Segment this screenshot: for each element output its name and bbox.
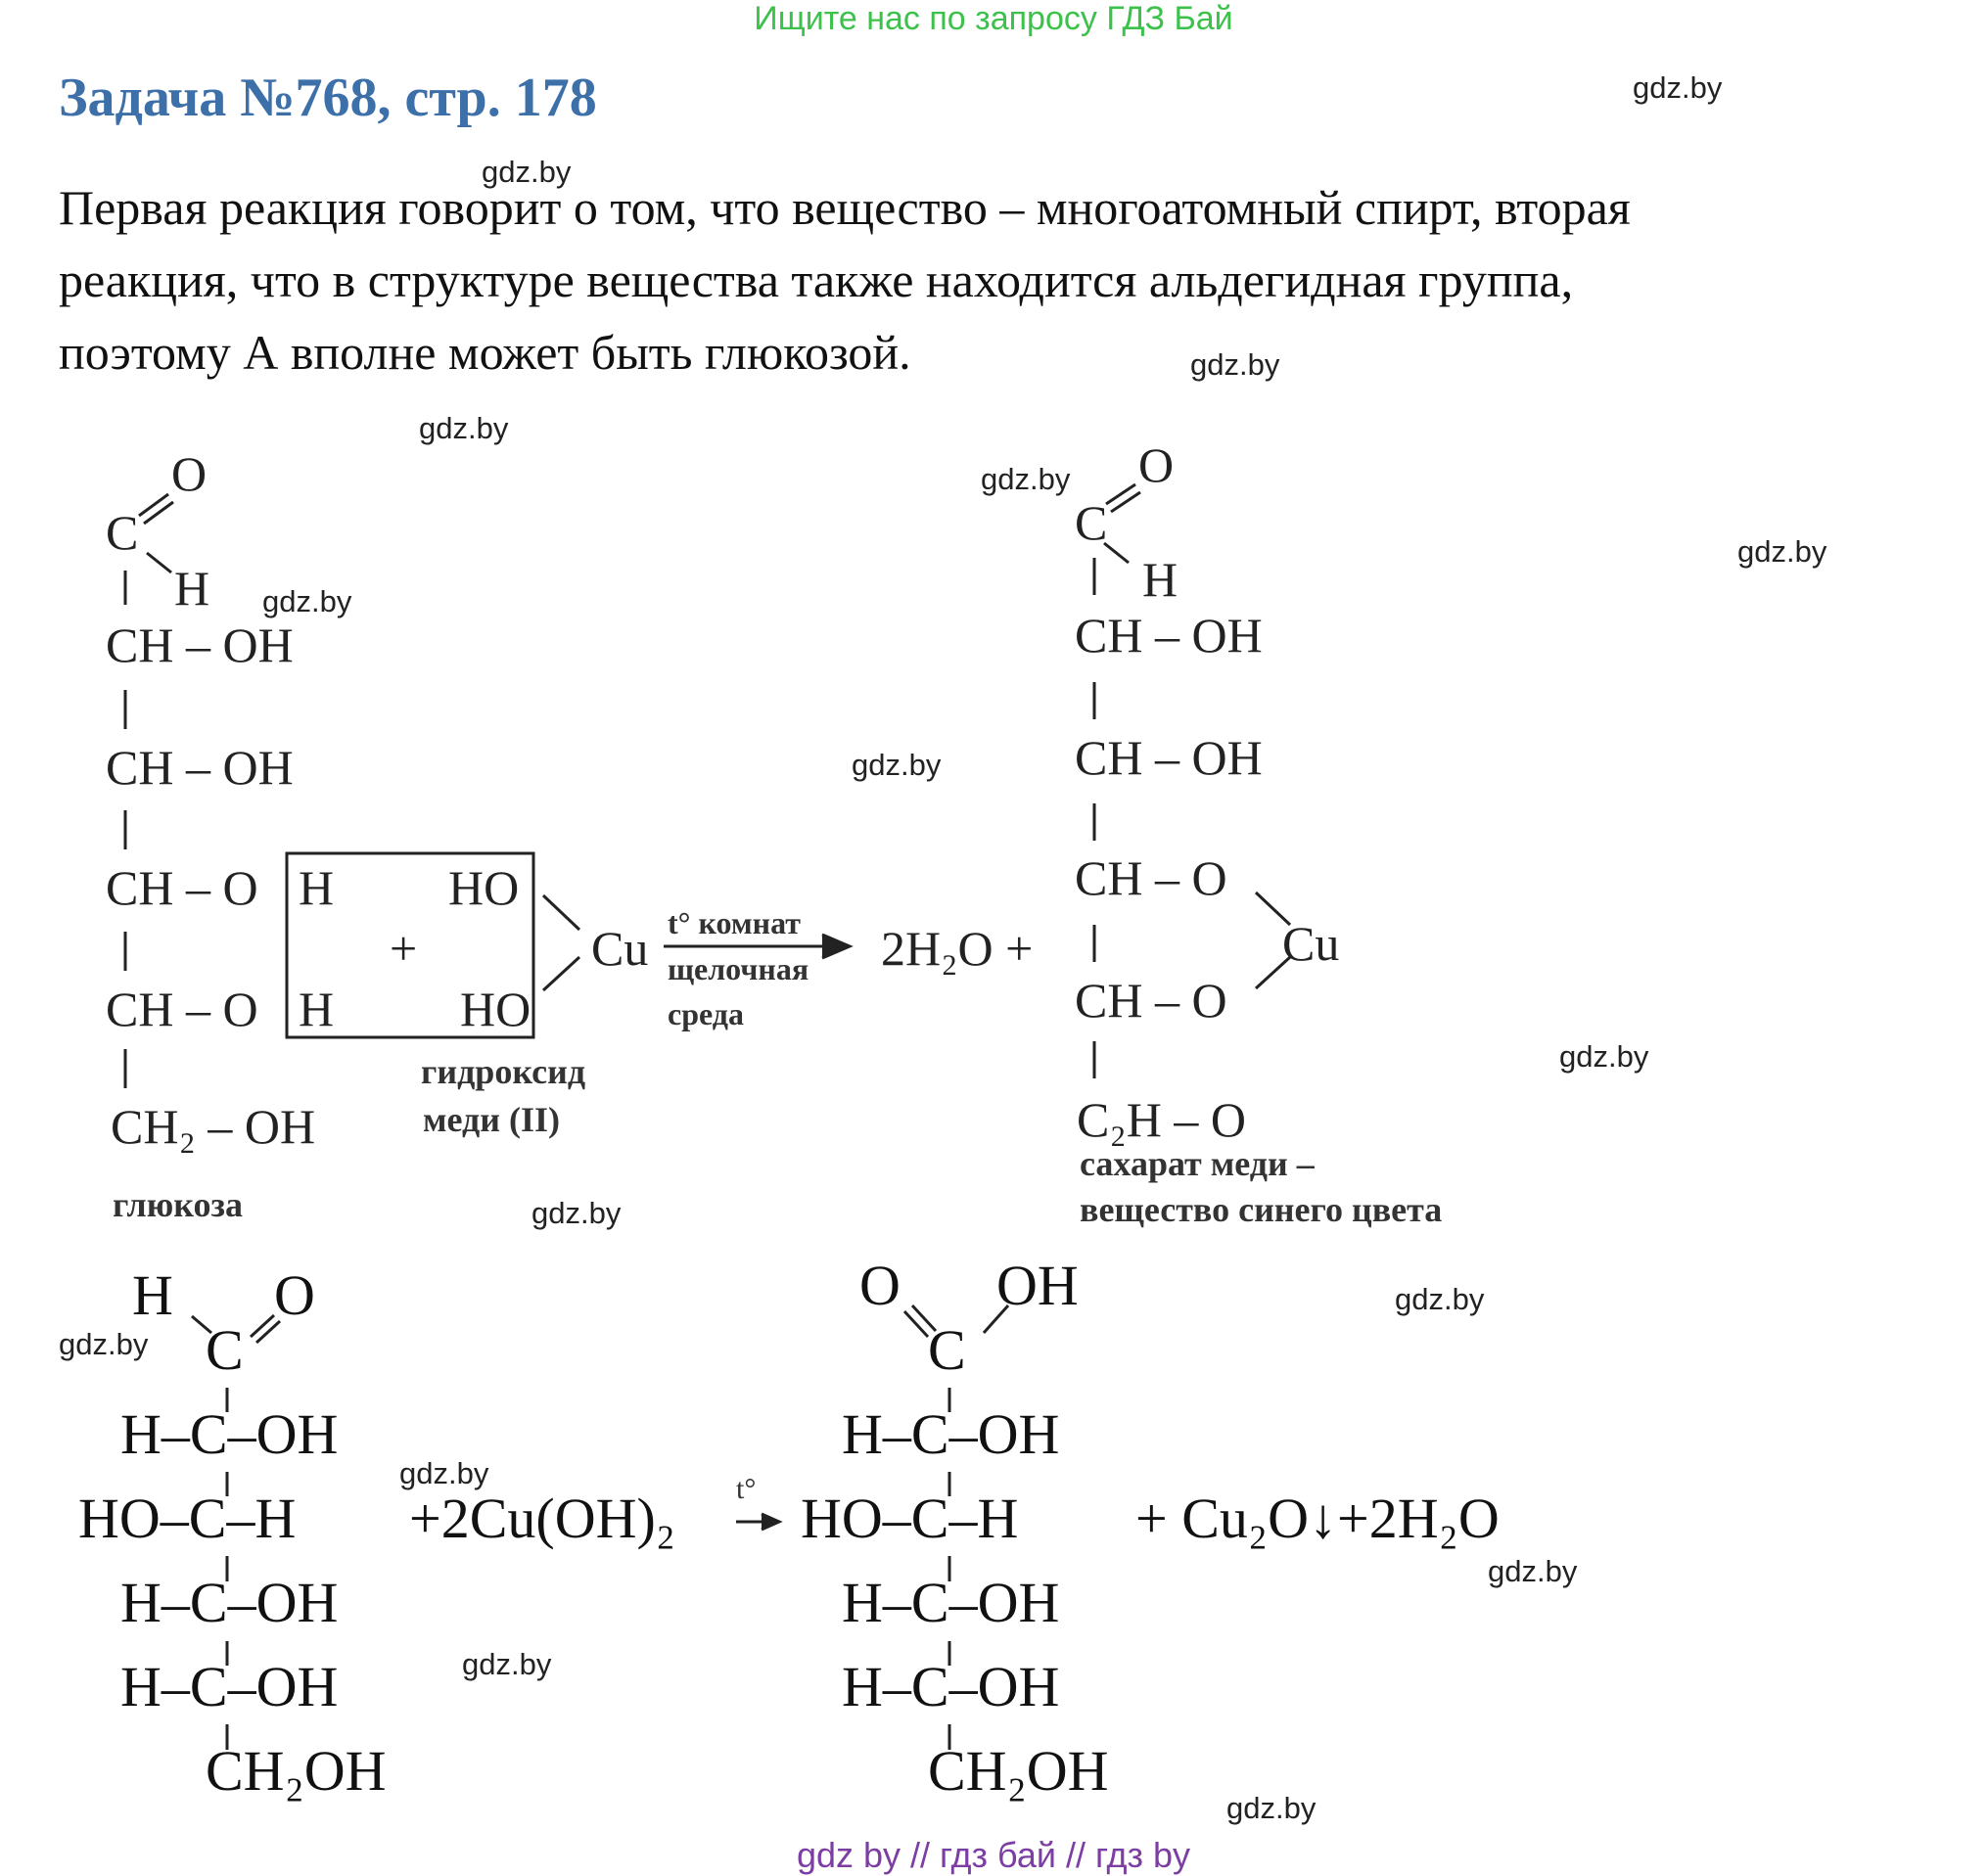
group-ch-oh: CH – OH (1075, 730, 1263, 785)
box-hydroxyl: HO (460, 982, 531, 1036)
atom-hydrogen: H (1142, 552, 1178, 607)
group-h-c-oh: H–C–OH (120, 1571, 339, 1634)
watermark: gdz.by (1395, 1282, 1485, 1316)
group-ch-o: CH – O (1075, 973, 1227, 1028)
group-ho-c-h: HO–C–H (801, 1487, 1019, 1550)
group-h-c-oh: H–C–OH (842, 1571, 1060, 1634)
atom-hydrogen: H (174, 561, 210, 616)
task-heading: Задача №768, стр. 178 (59, 68, 597, 128)
watermark: gdz.by (981, 462, 1071, 496)
atom-hydrogen: H (132, 1263, 173, 1327)
hydroxyl-group: OH (996, 1254, 1079, 1317)
group-h-c-oh: H–C–OH (120, 1402, 339, 1466)
watermark: gdz.by (482, 155, 572, 189)
reaction-condition: t° комнат (668, 905, 801, 940)
reaction-products: + Cu₂O↓+2H₂O (1135, 1487, 1500, 1550)
paragraph-line: поэтому А вполне может быть глюкозой. (59, 325, 911, 380)
group-ch-o: CH – O (1075, 850, 1227, 905)
top-banner: Ищите нас по запросу ГДЗ Бай (754, 0, 1233, 37)
group-ch-o: CH – O (106, 982, 258, 1036)
group-ch2oh: CH₂OH (206, 1739, 387, 1803)
watermark: gdz.by (1559, 1039, 1649, 1074)
atom-carbon: C (206, 1318, 244, 1382)
reagent-label: гидроксид (421, 1052, 586, 1091)
reaction-condition: t° (736, 1473, 757, 1505)
atom-carbon: C (1075, 495, 1108, 550)
group-ch-oh: CH – OH (106, 618, 294, 672)
watermark: gdz.by (531, 1196, 622, 1230)
group-ch-o: CH – O (106, 860, 258, 915)
group-ho-c-h: HO–C–H (78, 1487, 297, 1550)
group-h-c-oh: H–C–OH (120, 1655, 339, 1718)
reagent-copper-hydroxide: +2Cu(OH)₂ (409, 1487, 676, 1550)
box-hydrogen: H (299, 982, 335, 1036)
paragraph-line: Первая реакция говорит о том, что вещество – многоатомный спирт, вторая (59, 180, 1631, 235)
water-product: 2H₂O + (881, 921, 1034, 976)
box-plus: + (390, 921, 418, 976)
watermark: gdz.by (59, 1327, 149, 1361)
watermark: gdz.by (852, 748, 942, 782)
watermark: gdz.by (1737, 534, 1827, 569)
reaction-condition: среда (668, 996, 744, 1031)
atom-oxygen: O (859, 1254, 901, 1317)
watermark: gdz.by (399, 1456, 489, 1490)
glucose-label: глюкоза (113, 1185, 243, 1224)
group-ch-oh: CH – OH (106, 740, 294, 795)
reaction-condition: щелочная (668, 951, 809, 986)
watermark: gdz.by (1633, 70, 1723, 105)
reagent-label: меди (II) (423, 1100, 560, 1139)
copper-atom: Cu (1282, 916, 1340, 971)
group-h-c-oh: H–C–OH (842, 1655, 1060, 1718)
box-hydroxyl: HO (448, 860, 520, 915)
footer-links[interactable]: gdz by // гдз бай // гдз by (796, 1835, 1191, 1875)
group-h-c-oh: H–C–OH (842, 1402, 1060, 1466)
watermark: gdz.by (419, 411, 509, 445)
watermark: gdz.by (1190, 347, 1280, 382)
atom-oxygen: O (1138, 437, 1175, 492)
group-ch2oh: CH₂OH (928, 1739, 1109, 1803)
group-ch2-oh: CH₂ – OH (111, 1099, 316, 1154)
copper-atom: Cu (591, 921, 649, 976)
atom-carbon: C (928, 1318, 966, 1382)
watermark: gdz.by (462, 1647, 552, 1681)
watermark: gdz.by (1488, 1554, 1578, 1588)
product-label: вещество синего цвета (1080, 1190, 1443, 1229)
group-ch-oh: CH – OH (1075, 608, 1263, 663)
product-label: сахарат меди – (1080, 1144, 1315, 1183)
group-c2h-o: C₂H – O (1077, 1092, 1246, 1147)
atom-oxygen: O (274, 1263, 315, 1327)
watermark: gdz.by (262, 584, 352, 618)
paragraph-line: реакция, что в структуре вещества также находится альдегидная группа, (59, 252, 1574, 307)
atom-carbon: C (106, 505, 139, 560)
atom-oxygen: O (171, 446, 208, 501)
watermark: gdz.by (1226, 1791, 1317, 1825)
box-hydrogen: H (299, 860, 335, 915)
